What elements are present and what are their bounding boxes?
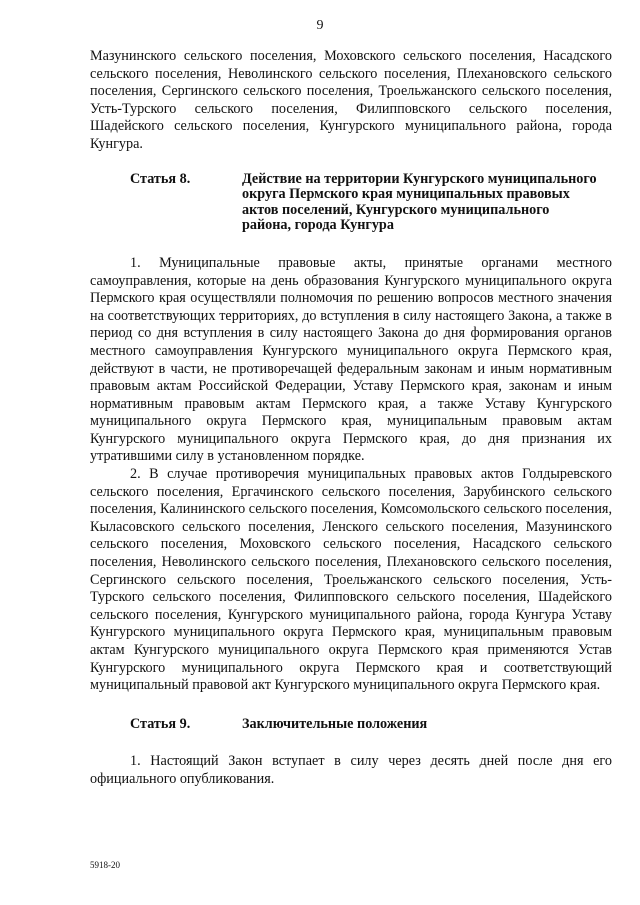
article-8-label: Статья 8. — [130, 170, 191, 187]
article-8-heading — [130, 172, 602, 234]
article-8-paragraph-2: 2. В случае противоречия муниципальных правовых актов Голдыревского сельского поселения, Ергачинского сельского поселения, Зарубинского сельского поселения, Калининского сельского поселения, Комсомольского сельского поселения, Кыласовского сельского поселения, Ленского сельского поселения, Мазунинского сельского поселения, Моховского сельского поселения, Насадского сельского поселения, Неволинского сельского поселения, Плехановского сельского поселения, Сергинского сельского поселения, Троельжанского сельского поселения, Усть-Турского сельского поселения, Филипповского сельского поселения, Шадейского сельского поселения, Кунгурского муниципального района, города Кунгура Уставу Кунгурского муниципального округа Пермского края, муниципальным правовым актам Кунгурского муниципального округа Пермского края применяются Устав Кунгурского муниципального округа Пермского края и соответствующий муниципальный правовой акт Кунгурского муниципального округа Пермского края. — [90, 466, 612, 694]
article-9-label: Статья 9. — [130, 715, 191, 732]
intro-paragraph: Мазунинского сельского поселения, Моховского сельского поселения, Насадского сельского поселения, Неволинского сельского поселения, Плехановского сельского поселения, Сергинского сельского поселения, Троельжанского сельского поселения, Усть-Турского сельского поселения, Филипповского сельского поселения, Шадейского сельского поселения, Кунгурского муниципального района, города Кунгура. — [90, 48, 612, 152]
article-8-title: Действие на территории Кунгурского муниципального округа Пермского края муниципальных правовых актов поселений, Кунгурского муниципального района, города Кунгура — [242, 170, 597, 234]
page-number: 9 — [316, 18, 324, 33]
article-8-paragraph-1: 1. Муниципальные правовые акты, принятые органами местного самоуправления, которые на день образования Кунгурского муниципального округа Пермского края осуществляли полномочия по решению вопросов местного значения на соответствующих территориях, до вступления в силу настоящего Закона, а также в период со дня вступления в силу настоящего Закона до дня формирования органов местного самоуправления Кунгурского муниципального округа Пермского края, действуют в части, не противоречащей федеральным законам и иным нормативным правовым актам Российской Федерации, Уставу Пермского края, законам и иным нормативным правовым актам Пермского края, а также Уставу Кунгурского муниципального округа Пермского края, муниципальным правовым актам Кунгурского муниципального округа Пермского края, до дня признания их утратившими силу в установленном порядке. — [90, 254, 612, 465]
document-code: 5918-20 — [90, 860, 120, 870]
document-body — [90, 48, 612, 789]
article-9-title: Заключительные положения — [242, 715, 428, 732]
article-9-heading — [130, 717, 602, 733]
article-9-paragraph-1: 1. Настоящий Закон вступает в силу через десять дней после дня его официального опубликования. — [90, 753, 612, 787]
